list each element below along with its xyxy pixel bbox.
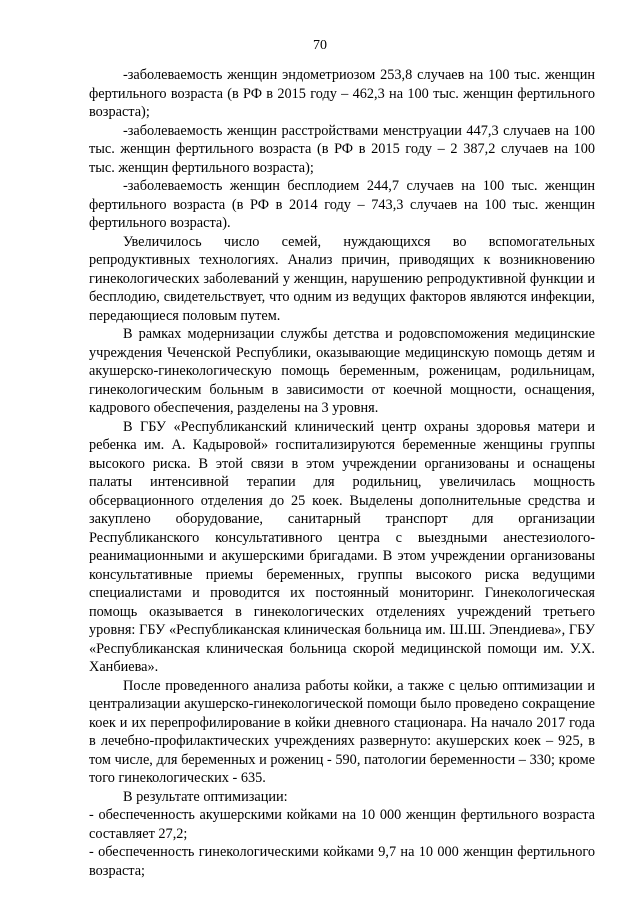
- document-body: [89, 66, 595, 880]
- list-item-obstetric-beds: - обеспеченность акушерскими койками на 10 000 женщин фертильного возраста составляет 27,2;: [89, 807, 595, 842]
- paragraph-endometriosis: -заболеваемость женщин эндометриозом 253,8 случаев на 100 тыс. женщин фертильного возраста (в РФ в 2015 году – 462,3 на 100 тыс. женщин фертильного возраста);: [89, 67, 595, 120]
- paragraph-modernization: В рамках модернизации службы детства и родовспоможения медицинские учреждения Чеченской Республики, оказывающие медицинскую помощь детям и акушерско-гинекологическую помощь беременным, роженицам, родильницам, гинекологическим больным в зависимости от коечной мощности, оснащения, кадрового обеспечения, разделены на 3 уровня.: [89, 326, 595, 416]
- list-item-gynecological-beds: - обеспеченность гинекологическими койками 9,7 на 10 000 женщин фертильного возраста;: [89, 844, 595, 879]
- paragraph-infertility: -заболеваемость женщин бесплодием 244,7 случаев на 100 тыс. женщин фертильного возраста (в РФ в 2014 году – 743,3 случаев на 100 тыс. женщин фертильного возраста).: [89, 178, 595, 231]
- paragraph-reproductive-technologies: Увеличилось число семей, нуждающихся во вспомогательных репродуктивных технологиях. Анализ причин, приводящих к возникновению гинекологических заболеваний у женщин, нарушению репродуктивной функции и бесплодию, свидетельствует, что одним из ведущих факторов являются инфекции, передающиеся половым путем.: [89, 233, 595, 324]
- page-number: 70: [313, 38, 327, 53]
- paragraph-menstrual-disorders: -заболеваемость женщин расстройствами менструации 447,3 случаев на 100 тыс. женщин фертильного возраста (в РФ в 2015 году – 2 387,2 случаев на 100 тыс. женщин фертильного возраста);: [89, 122, 595, 176]
- paragraph-bed-optimization: После проведенного анализа работы койки, а также с целью оптимизации и централизации акушерско-гинекологической помощи было проведено сокращение коек и их перепрофилирование в койки дневного стационара. На начало 2017 года в лечебно-профилактических учреждениях развернуто: акушерских коек – 925, в том числе, для беременных и рожениц - 590, патологии беременности – 330; кроме того гинекологических - 635.: [89, 677, 595, 786]
- paragraph-maternity-center: В ГБУ «Республиканский клинический центр охраны здоровья матери и ребенка им. А. Кадыровой» госпитализируются беременные женщины группы высокого риска. В этой связи в этом учреждении организованы и оснащены палаты интенсивной терапии для родильниц, увеличилась мощность обсервационного отделения до 25 коек. Выделены дополнительные средства и закуплено оборудование, санитарный транспорт для организации Республиканского консультативного центра с выездными анестезиолого-реанимационными и акушерскими бригадами. В этом учреждении организованы консультативные приемы беременных, группы высокого риска ведущими специалистами и проводится их постоянный мониторинг. Гинекологическая помощь оказывается в гинекологических отделениях учреждений третьего уровня: ГБУ «Республиканская клиническая больница им. Ш.Ш. Эпендиева», ГБУ «Республиканская клиническая больница скорой медицинской помощи им. У.Х. Ханбиева».: [89, 418, 595, 675]
- paragraph-optimization-results: В результате оптимизации:: [123, 788, 288, 805]
